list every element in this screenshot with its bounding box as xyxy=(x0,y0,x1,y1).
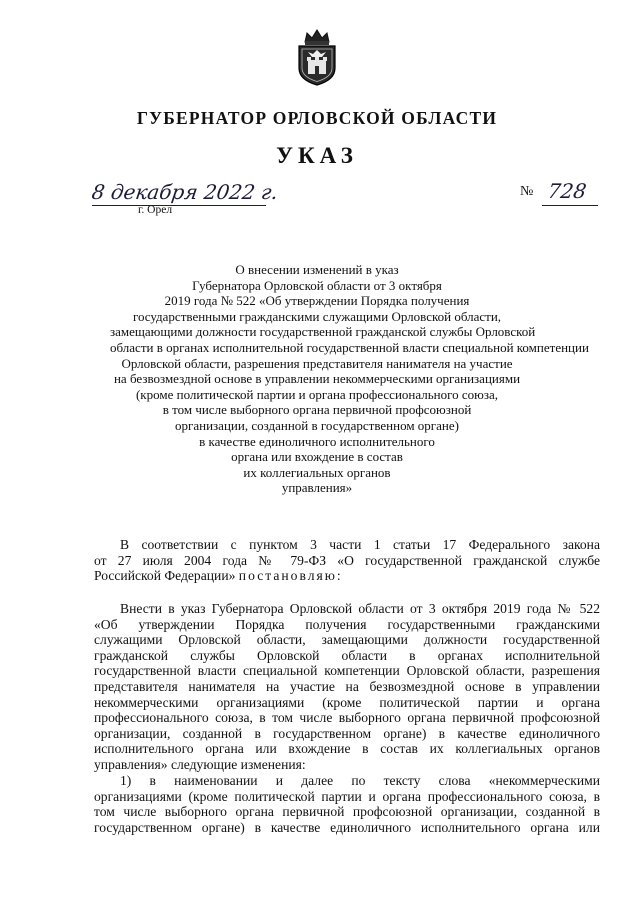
paragraph-line: гражданской службы Орловской области в органах исполнительной xyxy=(94,647,600,663)
heading-line: в качестве единоличного исполнительного xyxy=(199,433,435,449)
orel-oblast-coat-of-arms-icon xyxy=(295,28,339,86)
date-underline xyxy=(92,205,266,206)
paragraph-line: исполнительного органа или вхождение в состав их коллегиальных органов xyxy=(94,741,600,757)
heading-line: в том числе выборного органа первичной профсоюзной xyxy=(162,402,472,418)
paragraph-line: государственной власти специальной компетенции Орловской области, разрешения xyxy=(94,663,600,679)
decree-heading xyxy=(110,262,589,496)
heading-line: области в органах исполнительной государственной власти специальной компетенции xyxy=(110,339,589,355)
heading-line: 2019 года № 522 «Об утверждении Порядка получения xyxy=(164,293,470,309)
document-authority-title: ГУБЕРНАТОР ОРЛОВСКОЙ ОБЛАСТИ xyxy=(136,108,498,128)
paragraph-line: управления» следующие изменения: xyxy=(94,756,306,772)
paragraph-line: служащими Орловской области, замещающими должности государственной xyxy=(94,632,600,648)
paragraph-line: некоммерческими организациями (кроме политической партии и органа xyxy=(94,694,600,710)
heading-line: их коллегиальных органов xyxy=(243,464,391,480)
paragraph-line: профессионального союза, в том числе выборного органа первичной профсоюзной xyxy=(94,710,600,726)
heading-line: государственными гражданскими служащими Орловской области, xyxy=(132,308,502,324)
paragraph-line: организациями (кроме политической партии и органа профессионального союза, в xyxy=(94,788,600,804)
heading-line: управления» xyxy=(281,480,353,496)
heading-line: О внесении изменений в указ xyxy=(235,262,399,277)
heading-line: (кроме политической партии и органа профессионального союза, xyxy=(135,386,499,402)
paragraph-line: «Об утверждении Порядка получения государственными гражданскими xyxy=(94,616,600,632)
paragraph-line xyxy=(94,568,600,584)
paragraph-line-text: Российской Федерации» xyxy=(94,568,239,584)
paragraph-line: 1) в наименовании и далее по тексту слова «некоммерческими xyxy=(120,773,600,788)
handwritten-number: 728 xyxy=(546,179,588,203)
paragraph-line: В соответствии с пунктом 3 части 1 статьи 17 Федерального закона xyxy=(120,537,600,552)
heading-line: на безвозмездной основе в управлении некоммерческими организациями xyxy=(113,371,521,387)
paragraph-line: государственном органе) в качестве единоличного исполнительного органа или xyxy=(94,819,600,835)
paragraph-line: том числе выборного органа первичной профсоюзной организации, созданной в xyxy=(94,804,600,820)
document-type-title: УКАЗ xyxy=(276,143,358,168)
heading-line: Губернатора Орловской области от 3 октября xyxy=(192,277,442,293)
paragraph-line: организации, созданной в государственном органе) в качестве единоличного xyxy=(94,725,600,741)
resolve-word: постановляю: xyxy=(238,568,343,584)
paragraph-line: от 27 июля 2004 года № 79-ФЗ «О государственной гражданской службе xyxy=(94,552,600,568)
heading-line: организации, созданной в государственном органе) xyxy=(175,417,459,433)
heading-line: органа или вхождение в состав xyxy=(231,449,403,465)
city-label: г. Орел xyxy=(138,204,173,216)
paragraph-line: представителя нанимателя на участие на безвозмездной основе в управлении xyxy=(94,678,600,694)
number-underline xyxy=(542,205,598,206)
handwritten-date: 8 декабря 2022 г. xyxy=(90,180,280,204)
heading-line: замещающими должности государственной гражданской службы Орловской xyxy=(110,324,536,340)
heading-line: Орловской области, разрешения представителя нанимателя на участие xyxy=(121,355,513,371)
number-label: № xyxy=(520,184,534,199)
preamble-paragraph xyxy=(94,537,600,584)
main-clause-paragraph xyxy=(94,601,600,773)
paragraph-line: Внести в указ Губернатора Орловской области от 3 октября 2019 года № 522 xyxy=(120,601,600,616)
amendment-item-1 xyxy=(94,773,600,835)
